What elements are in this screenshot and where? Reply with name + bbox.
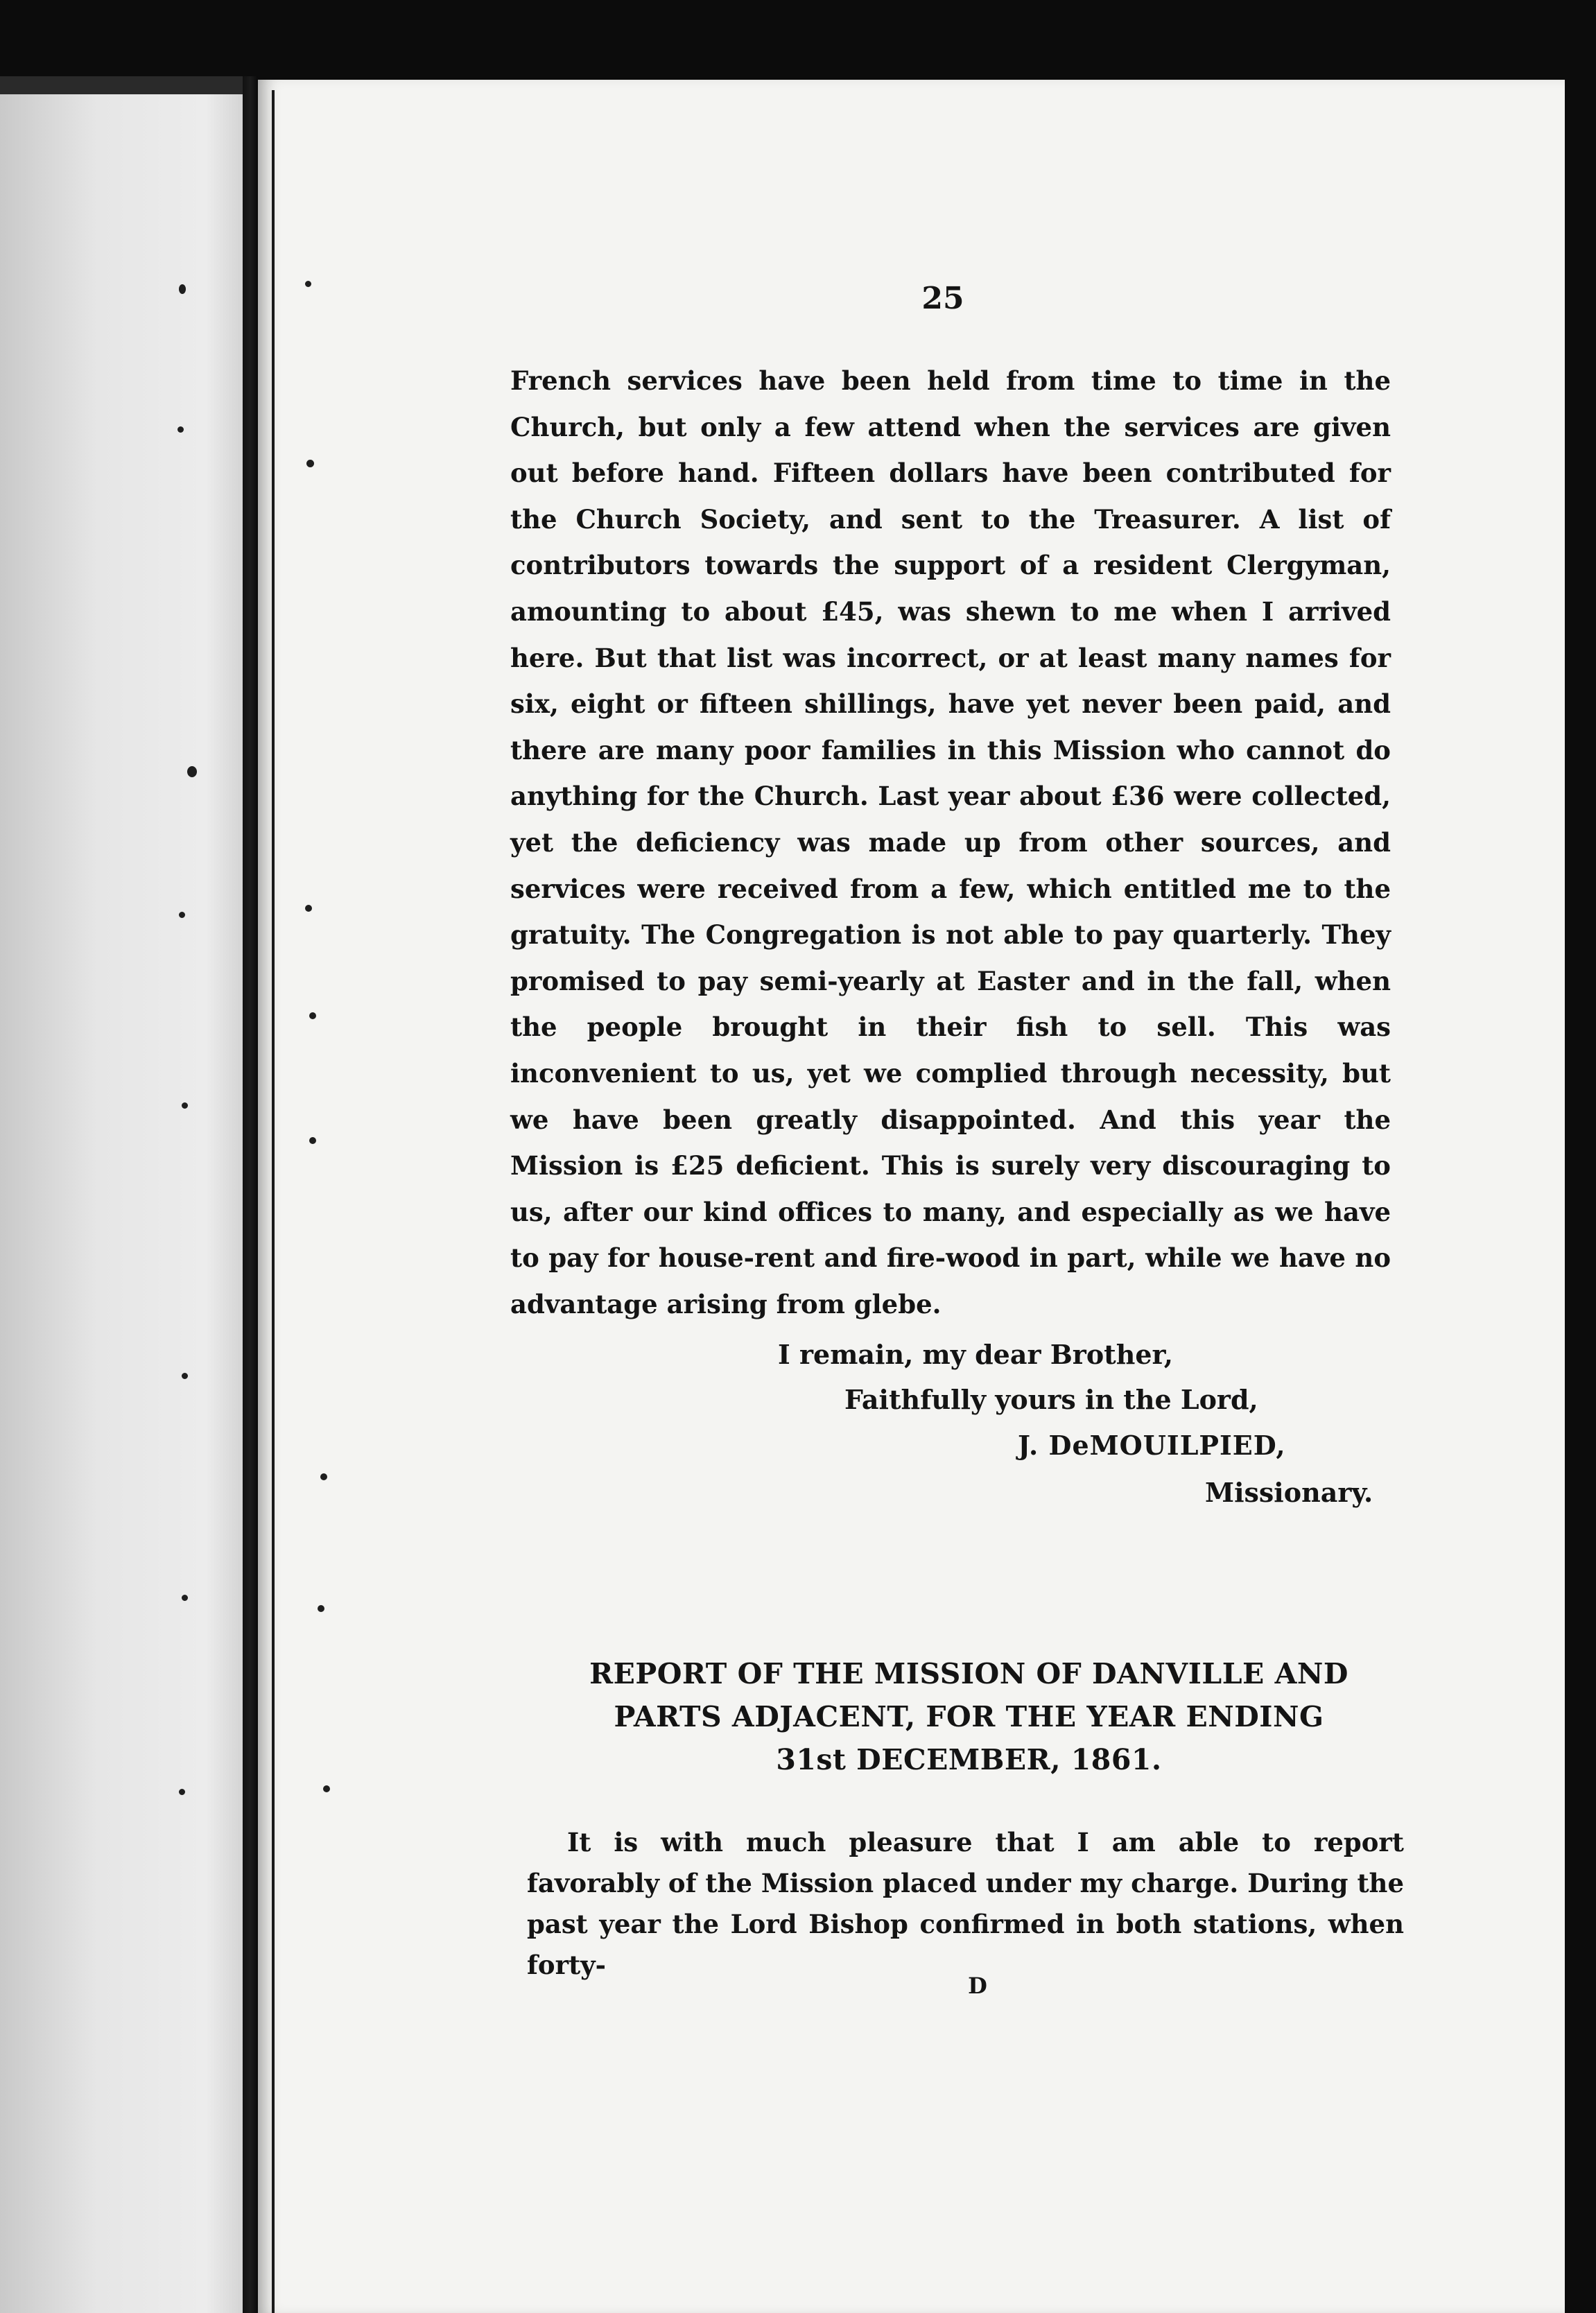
letter-body: French services have been held from time to time in the Church, but only a few attend when the services are given out before hand. Fifteen dollars have been contributed for the Church Society, and sent to the Treasurer. A list of contributors towards the support of a resident Clergyman, amounting to about £45, was shewn to me when I arrived here. But that list was incorrect, or at least many names for six, eight or fifteen shillings, have yet never been paid, and there are many poor families in this Mission who cannot do anything for the Church. Last year about £36 were collected, yet the deficiency was made up from other sources, and services were received from a few, which entitled me to the gratuity. The Congregation is not able to pay quarterly. They promised to pay semi-yearly at Easter and in the fall, when the people brought in their fish to sell. This was inconvenient to us, yet we complied through necessity, but we have been greatly disappointed. And this year the Mission is £25 deficient. This is surely very discouraging to us, after our kind offices to many, and especially as we have to pay for house-rent and fire-wood in part, while we have no advantage arising from glebe. <box>510 365 1391 1319</box>
letter-signer: J. DeMOUILPIED, <box>1018 1430 1286 1461</box>
facing-page-top-rule <box>0 76 243 94</box>
facing-page-edge <box>0 76 243 2313</box>
report-heading <box>527 1652 1411 1781</box>
report-heading-line-1: REPORT OF THE MISSION OF DANVILLE AND <box>589 1657 1348 1690</box>
binding-gutter <box>243 76 258 2313</box>
letter-valediction: Faithfully yours in the Lord, <box>844 1384 1258 1415</box>
report-body: It is with much pleasure that I am able to report favorably of the Mission placed under my charge. During the past year the Lord Bishop confirmed in both stations, when forty- <box>527 1827 1404 1980</box>
page-edge-line <box>272 90 275 2313</box>
page-number: 25 <box>921 281 964 316</box>
letter-signer-title: Missionary. <box>1205 1477 1373 1508</box>
report-heading-line-2: PARTS ADJACENT, FOR THE YEAR ENDING <box>614 1700 1324 1733</box>
signature-mark: D <box>968 1973 987 1999</box>
letter-closing: I remain, my dear Brother, <box>778 1339 1174 1370</box>
scan-corner <box>1541 0 1596 28</box>
report-heading-line-3: 31st DECEMBER, 1861. <box>776 1743 1162 1776</box>
